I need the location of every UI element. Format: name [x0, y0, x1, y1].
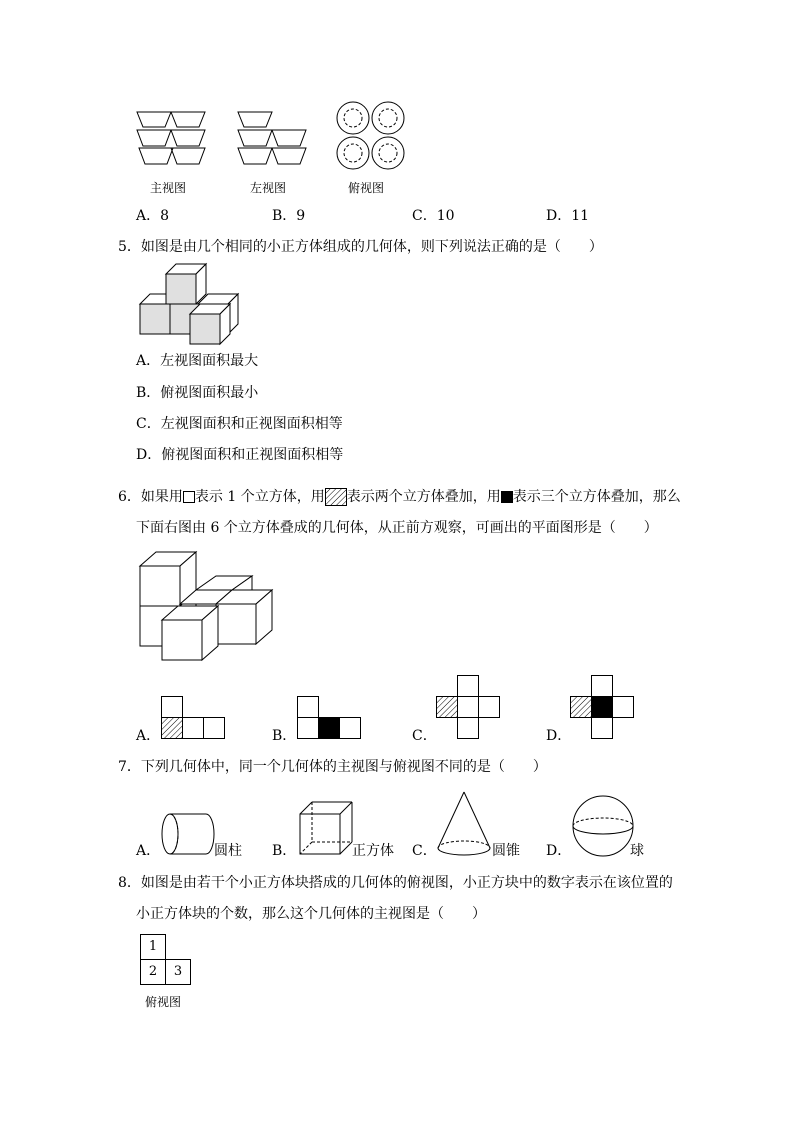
q4-option-c[interactable]: C．10 [412, 208, 455, 224]
q5-cube-stack-figure [136, 262, 240, 346]
q5-option-c[interactable]: C．左视图面积和正视图面积相等 [136, 416, 343, 432]
black-square-icon [501, 490, 513, 504]
q8-grid-cell-value: 2 [148, 964, 158, 979]
q4-option-b[interactable]: B．9 [272, 208, 306, 224]
q7-option-a[interactable]: A． [136, 843, 161, 859]
q7-stem: 7．下列几何体中，同一个几何体的主视图与俯视图不同的是（ ） [118, 759, 547, 775]
q7-cone-label: 圆锥 [492, 843, 520, 859]
q4-top-view-caption: 俯视图 [348, 181, 385, 195]
q6-option-b[interactable]: B． [272, 728, 297, 744]
hatched-square-icon [325, 488, 347, 506]
q8-stem-line-2: 小正方体块的个数，那么这个几何体的主视图是（ ） [136, 906, 486, 922]
q5-option-d[interactable]: D．俯视图面积和正视图面积相等 [136, 447, 344, 463]
q6-stem-part-1: 6．如果用 [118, 489, 183, 505]
q4-left-view-caption: 左视图 [250, 181, 287, 195]
q6-option-a[interactable]: A． [136, 728, 161, 744]
q7-option-c[interactable]: C． [412, 843, 437, 859]
q6-option-c-figure[interactable] [436, 675, 502, 741]
q8-stem-line-1: 8．如图是由若干个小正方体块搭成的几何体的俯视图，小正方块中的数字表示在该位置的 [118, 875, 673, 891]
q8-grid-cell-top-left [140, 934, 166, 960]
q6-option-c[interactable]: C． [412, 728, 437, 744]
q6-stem-part-2: 表示 1 个立方体，用 [194, 489, 325, 505]
q7-cube-label: 正方体 [352, 843, 394, 859]
q7-cylinder-label: 圆柱 [214, 843, 242, 859]
q7-sphere-label: 球 [630, 843, 644, 859]
q8-top-view-caption: 俯视图 [145, 995, 182, 1009]
q8-grid-cell-bottom-left [140, 959, 166, 985]
q6-stem-part-4: 表示三个立方体叠加，那么 [512, 489, 681, 505]
q7-cylinder-figure[interactable] [160, 812, 218, 858]
q7-option-b[interactable]: B． [272, 843, 297, 859]
q6-option-d-figure[interactable] [570, 675, 636, 741]
q8-grid-cell-bottom-right [165, 959, 191, 985]
blank-square-icon [183, 490, 195, 504]
q4-top-view-figure [336, 102, 408, 170]
q5-stem: 5．如图是由几个相同的小正方体组成的几何体，则下列说法正确的是（ ） [118, 239, 603, 255]
q7-cone-figure[interactable] [436, 790, 494, 858]
q6-stem-line-2: 下面右图由 6 个立方体叠成的几何体，从正前方观察，可画出的平面图形是（ ） [136, 520, 658, 536]
q4-option-a[interactable]: A．8 [136, 208, 170, 224]
q4-front-view-figure [137, 110, 207, 166]
q6-option-d[interactable]: D． [546, 728, 572, 744]
q4-left-view-figure [238, 110, 308, 166]
q6-option-b-figure[interactable] [297, 696, 363, 740]
q6-six-cube-figure [136, 548, 276, 664]
q6-option-a-figure[interactable] [161, 696, 227, 740]
q8-grid-cell-value: 3 [173, 964, 183, 979]
q6-stem-line-1 [118, 488, 681, 506]
q8-top-view-grid [140, 934, 192, 986]
q8-grid-cell-value: 1 [148, 939, 158, 954]
q6-stem-part-3: 表示两个立方体叠加，用 [346, 489, 501, 505]
q5-option-a[interactable]: A．左视图面积最大 [136, 353, 259, 369]
q5-option-b[interactable]: B．俯视图面积最小 [136, 385, 259, 401]
q7-cube-figure[interactable] [298, 800, 356, 856]
q4-front-view-caption: 主视图 [150, 181, 187, 195]
q7-sphere-figure[interactable] [570, 794, 636, 858]
q7-option-d[interactable]: D． [546, 843, 572, 859]
q4-option-d[interactable]: D．11 [546, 208, 590, 224]
